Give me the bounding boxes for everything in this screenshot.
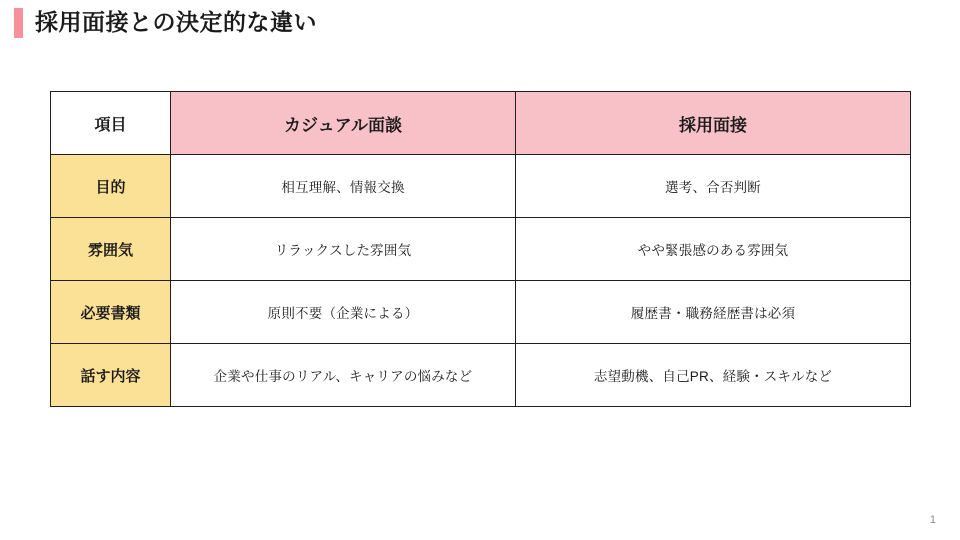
title-accent-bar <box>14 8 23 38</box>
table-row <box>51 281 911 344</box>
row-header-atmosphere: 雰囲気 <box>51 218 171 281</box>
column-header-casual: カジュアル面談 <box>171 92 516 155</box>
cell-interview-atmosphere: やや緊張感のある雰囲気 <box>516 218 911 281</box>
row-header-topics: 話す内容 <box>51 344 171 407</box>
row-header-purpose: 目的 <box>51 155 171 218</box>
cell-interview-purpose: 選考、合否判断 <box>516 155 911 218</box>
page-title: 採用面接との決定的な違い <box>35 9 317 36</box>
row-header-documents: 必要書類 <box>51 281 171 344</box>
table-row <box>51 218 911 281</box>
comparison-table <box>50 91 911 407</box>
cell-casual-atmosphere: リラックスした雰囲気 <box>171 218 516 281</box>
cell-casual-purpose: 相互理解、情報交換 <box>171 155 516 218</box>
cell-casual-documents: 原則不要（企業による） <box>171 281 516 344</box>
page-number: 1 <box>929 514 936 526</box>
slide-title <box>14 8 317 38</box>
table-header <box>51 92 911 155</box>
table-row <box>51 344 911 407</box>
table-header-row <box>51 92 911 155</box>
cell-interview-documents: 履歴書・職務経歴書は必須 <box>516 281 911 344</box>
table-row <box>51 155 911 218</box>
cell-interview-topics: 志望動機、自己PR、経験・スキルなど <box>516 344 911 407</box>
cell-casual-topics: 企業や仕事のリアル、キャリアの悩みなど <box>171 344 516 407</box>
column-header-interview: 採用面接 <box>516 92 911 155</box>
comparison-table-wrapper <box>50 91 910 407</box>
column-header-item: 項目 <box>51 92 171 155</box>
table-body <box>51 155 911 407</box>
